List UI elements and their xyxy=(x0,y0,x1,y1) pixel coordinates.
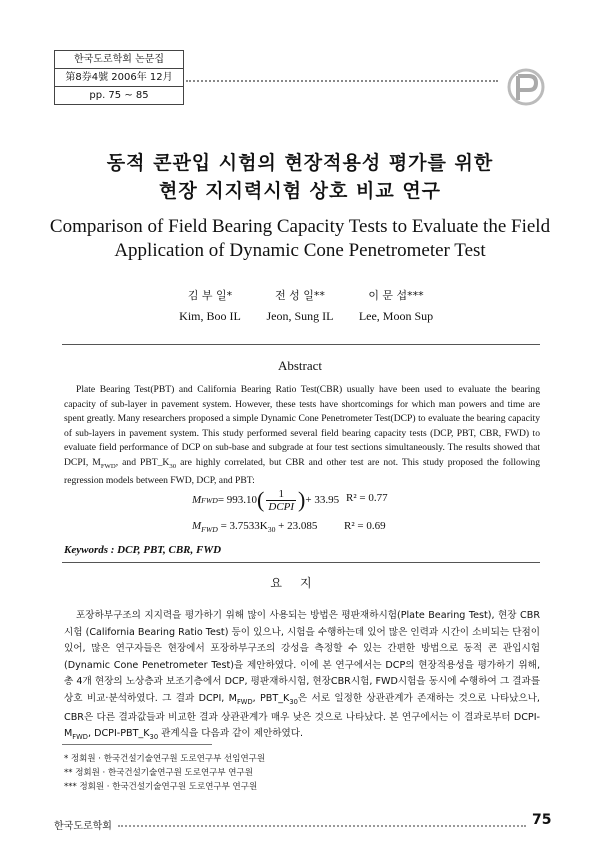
footer-dotted-line xyxy=(118,825,526,827)
header-dotted-line xyxy=(186,80,498,82)
journal-volume: 第8券4號 2006年 12月 xyxy=(55,69,183,87)
yoji-top-rule xyxy=(62,562,540,563)
yoji-text: 포장하부구조의 지지력을 평가하기 위해 많이 사용되는 방법은 평판재하시험(Plate Bearing Test), 현장 CBR 시험 (California Bearing Ratio Test) 등이 있으나, 시험을 수행하는데 있어 많은 인력과 시간이 소비되는 단점이 있어, 많은 연구자들은 현장에서 포장하부구조의 강성을 측정할 수 있는 간편한 방법으로 동적 콘 관입시험(Dynamic Cone Penetrometer Test)을 제안하였다. 이에 본 연구에서는 DCP의 현장적용성을 평가하기 위해, 총 4개 현장의 노상층과 보조기층에서 DCP, 평판재하시험, 현장CBR시험, FWD시험을 동시에 수행하여 그 결과를 상호 비교·분석하였다. 그 결과 DCPI, $M_{FWD}$, $PBT\_K_{30}$은 서로 일정한 상관관계가 존재하는 것으로 나타났으나, CBR은 다른 결과값들과 비교한 결과 상관관계가 매우 낮은 것으로 나타났다. 본 연구에서는 이 결과로부터 DCPI-$M_{FWD}$, DCPI-$PBT\_K_{30}$ 관계식을 다음과 같이 제안하였다. xyxy=(64,610,541,742)
journal-pages: pp. 75 ~ 85 xyxy=(89,90,149,101)
author-3-kr: 이 문 섭*** xyxy=(368,289,424,302)
page-number: 75 xyxy=(532,812,552,828)
footnote-1: * 정회원 · 한국건설기술연구원 도로연구부 선임연구원 xyxy=(64,754,266,764)
korean-title-line-1: 동적 콘관입 시험의 현장적용성 평가를 위한 xyxy=(106,152,494,174)
keywords: Keywords : DCP, PBT, CBR, FWD xyxy=(64,544,222,556)
regression-equation-2: $M_{FWD} = 3.7533K_{30} + 23.085$ xyxy=(192,520,318,535)
abstract-top-rule xyxy=(62,344,540,345)
journal-name: 한국도로학회 논문집 xyxy=(55,51,183,69)
abstract-text: Plate Bearing Test(PBT) and California Bearing Ratio Test(CBR) usually have been used to evaluate the bearing capacity of sub-layer in pavement system. However, these tests have shortcomings for which man powers and time are spent greatly. Many researchers proposed a simple Dynamic Cone Penetrometer Test(DCP) to evaluate the bearing capacity of sub-layers in pavement system. This study performed several field bearing capacity tests (DCP, PBT, CBR, FWD) to evaluate field performance of DCP on sub-base and subgrade at four test sections simultaneously. The results showed that DCPI, $M_{FWD}$, and $PBT\_K_{30}$ are highly correlated, but CBR and other test are not. This study proposed the following regression models between FWD, DCP, and PBT: xyxy=(64,384,540,487)
author-3-en: Lee, Moon Sup xyxy=(358,309,434,323)
english-title-line-2: Application of Dynamic Cone Penetrometer Test xyxy=(114,240,486,261)
author-1-kr: 김 부 일* xyxy=(187,289,233,302)
journal-info-box xyxy=(54,50,184,105)
regression-equation-2-r2: R² = 0.69 xyxy=(344,520,386,532)
yoji-heading: 요지 xyxy=(270,576,330,590)
regression-equation-1: M FWD = 993.10 ( 1 DCPI ) + 33.95 xyxy=(192,487,340,513)
society-logo-icon xyxy=(505,66,547,108)
abstract-heading: Abstract xyxy=(277,358,323,373)
author-2-en: Jeon, Sung IL xyxy=(266,309,334,323)
korean-title-line-2: 현장 지지력시험 상호 비교 연구 xyxy=(158,180,442,202)
footnote-rule xyxy=(62,744,212,745)
author-1-en: Kim, Boo IL xyxy=(179,309,241,323)
regression-equation-1-r2: R² = 0.77 xyxy=(346,492,388,504)
author-2-kr: 전 성 일** xyxy=(275,289,325,302)
footnote-3: *** 정회원 · 한국건설기술연구원 도로연구부 연구원 xyxy=(64,782,258,792)
footnote-2: ** 정회원 · 한국건설기술연구원 도로연구부 연구원 xyxy=(64,768,253,778)
english-title-line-1: Comparison of Field Bearing Capacity Tests to Evaluate the Field xyxy=(49,216,551,237)
footer-society: 한국도로학회 xyxy=(54,821,112,832)
